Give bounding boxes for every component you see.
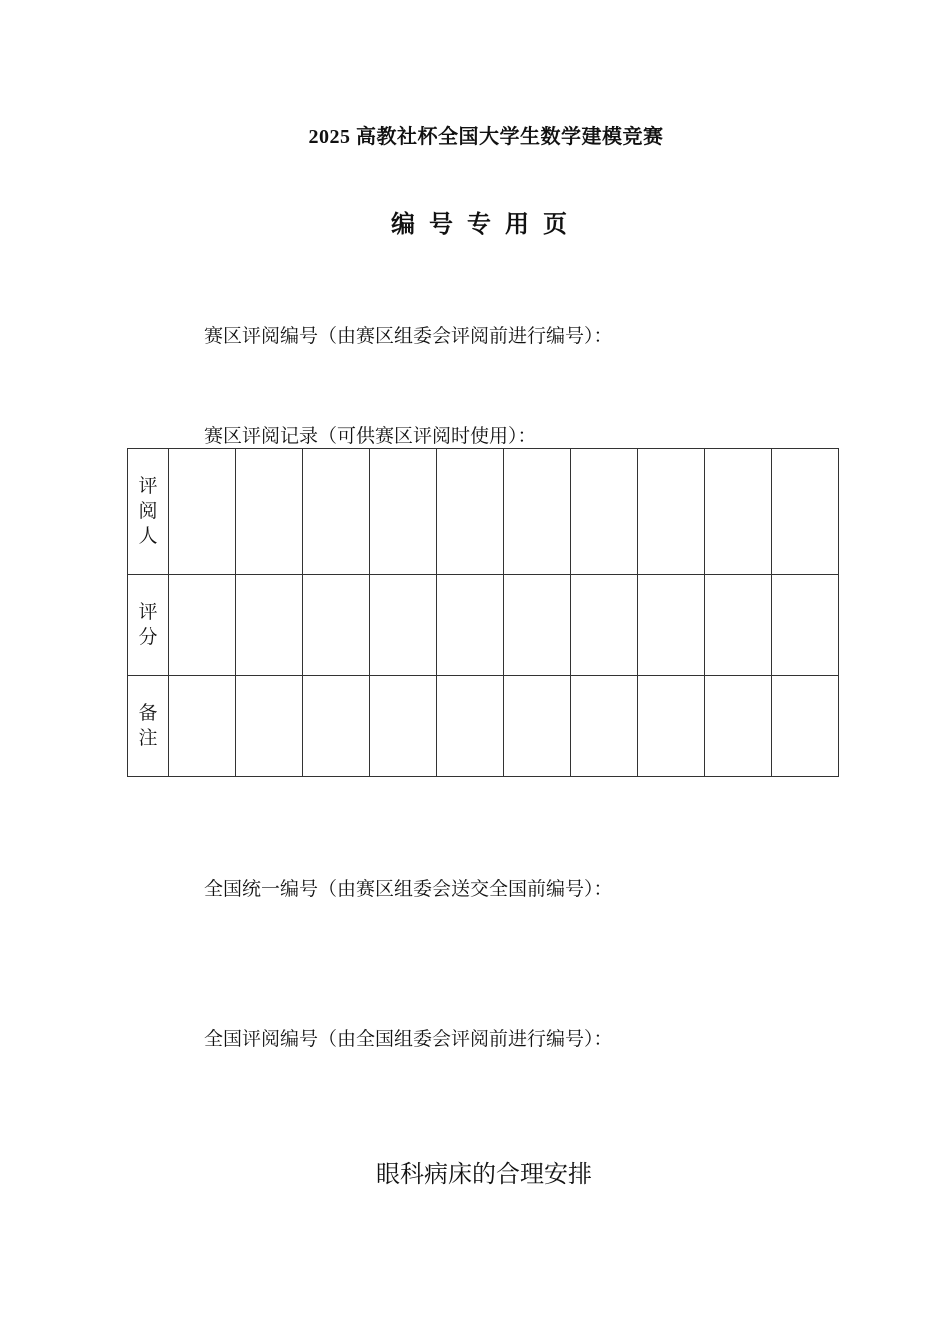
notes-cell[interactable] [504,676,571,777]
reviewer-cell[interactable] [370,449,437,575]
reviewer-cell[interactable] [303,449,370,575]
score-cell[interactable] [705,575,772,676]
reviewer-cell[interactable] [638,449,705,575]
notes-cell[interactable] [571,676,638,777]
reviewer-cell[interactable] [571,449,638,575]
notes-cell[interactable] [236,676,303,777]
row-header-score [128,575,169,676]
notes-cell[interactable] [705,676,772,777]
table-row-reviewer [128,449,839,575]
notes-cell[interactable] [370,676,437,777]
review-record-table [127,448,839,777]
notes-cell[interactable] [437,676,504,777]
regional-review-record-label: 赛区评阅记录（可供赛区评阅时使用）： [204,425,537,447]
regional-review-number-label: 赛区评阅编号（由赛区组委会评阅前进行编号）： [204,325,613,347]
table-row-score [128,575,839,676]
row-header-reviewer-text: 评阅人 [138,475,158,547]
reviewer-cell[interactable] [504,449,571,575]
competition-title: 2025 高教社杯全国大学生数学建模竞赛 [308,126,664,148]
row-header-notes-text: 备注 [138,702,158,749]
score-cell[interactable] [437,575,504,676]
score-cell[interactable] [236,575,303,676]
score-cell[interactable] [772,575,839,676]
reviewer-cell[interactable] [772,449,839,575]
score-cell[interactable] [370,575,437,676]
notes-cell[interactable] [303,676,370,777]
notes-cell[interactable] [169,676,236,777]
score-cell[interactable] [303,575,370,676]
score-cell[interactable] [504,575,571,676]
page-heading: 编号专用页 [391,210,581,238]
paper-title: 眼科病床的合理安排 [376,1160,592,1188]
reviewer-cell[interactable] [437,449,504,575]
notes-cell[interactable] [638,676,705,777]
score-cell[interactable] [638,575,705,676]
national-review-number-label: 全国评阅编号（由全国组委会评阅前进行编号）： [204,1028,613,1050]
row-header-score-text: 评分 [138,601,158,648]
reviewer-cell[interactable] [236,449,303,575]
score-cell[interactable] [571,575,638,676]
notes-cell[interactable] [772,676,839,777]
row-header-notes [128,676,169,777]
reviewer-cell[interactable] [705,449,772,575]
reviewer-cell[interactable] [169,449,236,575]
row-header-reviewer [128,449,169,575]
national-unified-number-label: 全国统一编号（由赛区组委会送交全国前编号）： [204,878,613,900]
score-cell[interactable] [169,575,236,676]
table-row-notes [128,676,839,777]
